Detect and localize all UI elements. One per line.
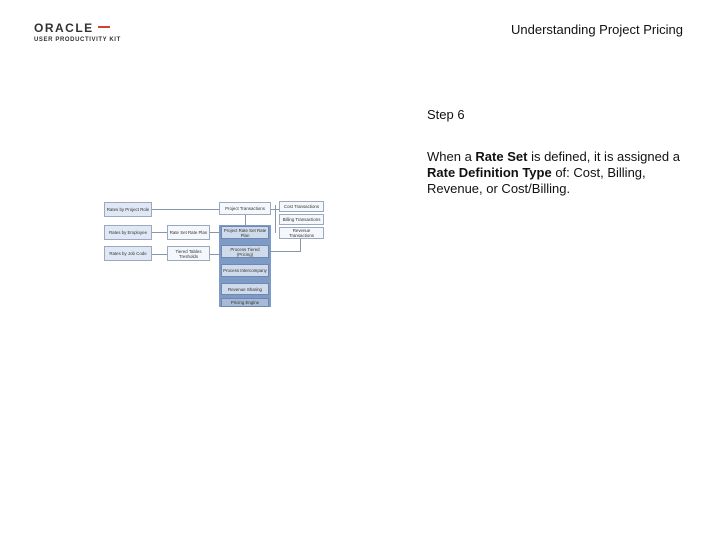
connector (210, 232, 219, 233)
process-tiered-box: Process Tiered (Pricing) (221, 245, 269, 258)
desc-text: is defined, it is assigned a (527, 149, 680, 164)
desc-text: When a (427, 149, 476, 164)
oracle-upk-logo (34, 22, 126, 48)
project-transactions-box: Project Transactions (219, 202, 271, 215)
rate-definition-type-term: Rate Definition Type (427, 165, 552, 180)
process-intercompany-box: Process Intercompany (221, 264, 269, 277)
connector (271, 251, 300, 252)
tiered-tables-box: Tiered Tables Tresholds (167, 246, 210, 261)
billing-transactions-box: Billing Transactions (279, 214, 324, 225)
step-description (427, 149, 687, 197)
rates-by-project-role-box: Rates by Project Role (104, 202, 152, 217)
oracle-wordmark: ORACLE (34, 21, 94, 35)
connector (275, 205, 276, 233)
pricing-engine-box: Pricing Engine (221, 298, 269, 307)
connector (152, 254, 167, 255)
rates-by-job-code-box: Rates by Job Code (104, 246, 152, 261)
connector (210, 254, 219, 255)
rate-set-rate-plan-box: Rate Set Rate Plan (167, 225, 210, 240)
connector (245, 215, 246, 225)
connector (300, 239, 301, 252)
rates-by-employee-box: Rates by Employee (104, 225, 152, 240)
rate-set-term: Rate Set (475, 149, 528, 164)
pricing-flow-diagram (104, 197, 328, 309)
logo-accent (98, 26, 110, 28)
step-label: Step 6 (427, 107, 465, 122)
page-title: Understanding Project Pricing (511, 22, 683, 37)
upk-wordmark: USER PRODUCTIVITY KIT (34, 37, 121, 43)
revenue-transactions-box: Revenue Transactions (279, 227, 324, 239)
desc-text: of: Cost, Billing, Revenue, or Cost/Billing. (427, 165, 646, 196)
connector (152, 209, 219, 210)
project-rate-set-box: Project Rate Set Rate Plan (221, 226, 269, 239)
connector (152, 232, 167, 233)
revenue-sharing-box: Revenue Sharing (221, 283, 269, 295)
cost-transactions-box: Cost Transactions (279, 201, 324, 212)
